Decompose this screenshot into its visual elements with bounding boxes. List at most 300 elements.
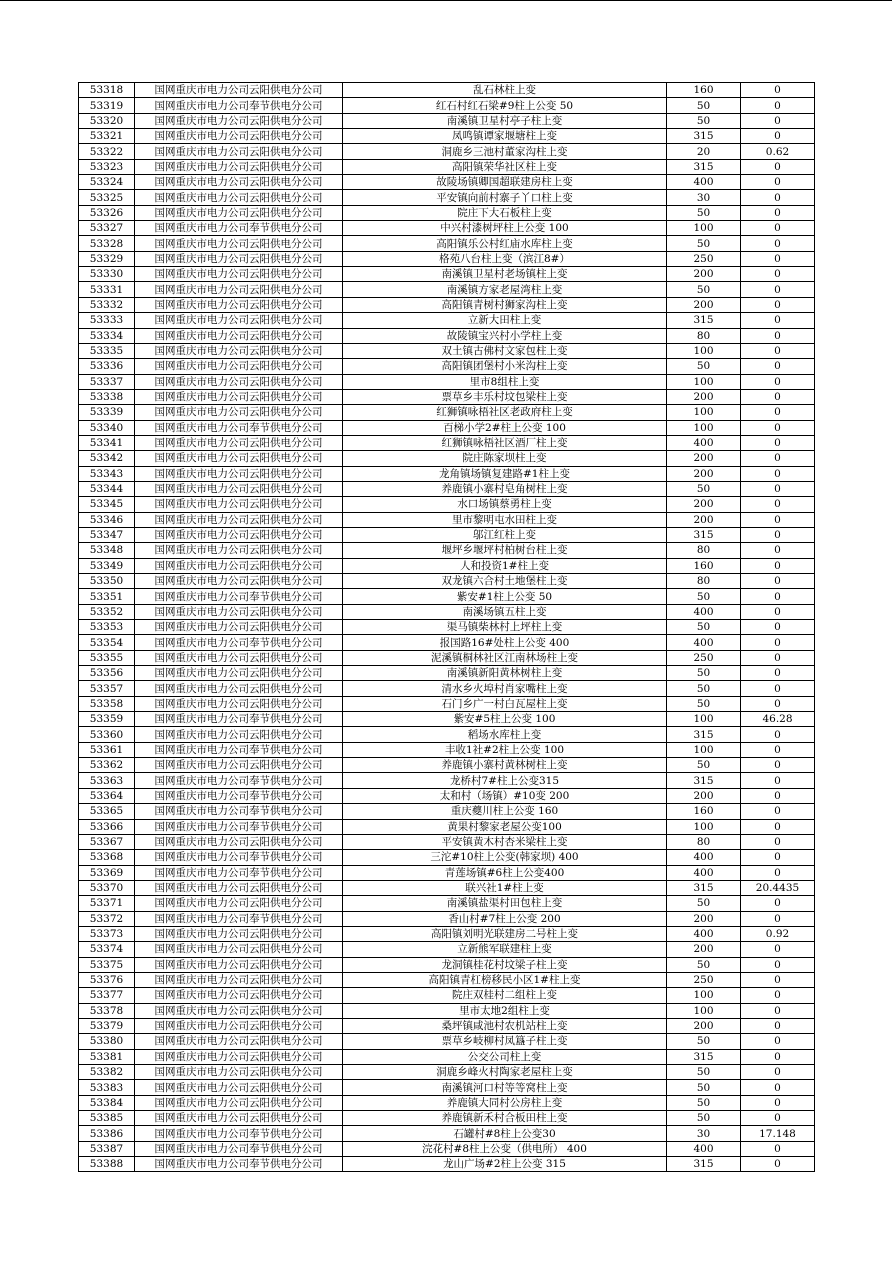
capacity-cell: 250 <box>667 972 741 987</box>
value-cell: 0 <box>741 159 815 174</box>
capacity-cell: 100 <box>667 1003 741 1018</box>
table-row <box>79 589 815 604</box>
transformer-table <box>78 82 815 1172</box>
transformer-name-cell: 里市太地2组柱上变 <box>343 1003 667 1018</box>
company-cell: 国网重庆市电力公司奉节供电分公司 <box>135 1141 343 1156</box>
table-row <box>79 850 815 865</box>
row-id-cell: 53329 <box>79 251 135 266</box>
transformer-name-cell: 院庄下大石板柱上变 <box>343 205 667 220</box>
transformer-name-cell: 桑坪镇咸池村农机站柱上变 <box>343 1018 667 1033</box>
table-row <box>79 635 815 650</box>
capacity-cell: 50 <box>667 1034 741 1049</box>
company-cell: 国网重庆市电力公司云阳供电分公司 <box>135 543 343 558</box>
row-id-cell: 53345 <box>79 497 135 512</box>
capacity-cell: 50 <box>667 282 741 297</box>
value-cell: 0 <box>741 650 815 665</box>
row-id-cell: 53360 <box>79 727 135 742</box>
company-cell: 国网重庆市电力公司云阳供电分公司 <box>135 1003 343 1018</box>
table-row <box>79 313 815 328</box>
value-cell: 0 <box>741 435 815 450</box>
table-row <box>79 420 815 435</box>
value-cell: 17.148 <box>741 1126 815 1141</box>
value-cell: 0 <box>741 742 815 757</box>
transformer-name-cell: 高阳镇刘明光联建房二号柱上变 <box>343 926 667 941</box>
value-cell: 0.62 <box>741 144 815 159</box>
capacity-cell: 315 <box>667 313 741 328</box>
row-id-cell: 53340 <box>79 420 135 435</box>
value-cell: 0 <box>741 804 815 819</box>
table-row <box>79 221 815 236</box>
company-cell: 国网重庆市电力公司云阳供电分公司 <box>135 880 343 895</box>
transformer-name-cell: 高阳镇青树村狮家沟柱上变 <box>343 297 667 312</box>
row-id-cell: 53362 <box>79 758 135 773</box>
company-cell: 国网重庆市电力公司奉节供电分公司 <box>135 819 343 834</box>
transformer-name-cell: 乱石林柱上变 <box>343 83 667 98</box>
company-cell: 国网重庆市电力公司奉节供电分公司 <box>135 1126 343 1141</box>
capacity-cell: 250 <box>667 251 741 266</box>
value-cell: 0 <box>741 98 815 113</box>
capacity-cell: 50 <box>667 481 741 496</box>
transformer-name-cell: 龙角镇场镇复建路#1柱上变 <box>343 466 667 481</box>
company-cell: 国网重庆市电力公司云阳供电分公司 <box>135 834 343 849</box>
capacity-cell: 400 <box>667 635 741 650</box>
table-row <box>79 1065 815 1080</box>
company-cell: 国网重庆市电力公司云阳供电分公司 <box>135 129 343 144</box>
capacity-cell: 315 <box>667 773 741 788</box>
transformer-name-cell: 龙山广场#2柱上公变 315 <box>343 1157 667 1172</box>
table-row <box>79 788 815 803</box>
page-top-rule <box>0 0 892 1</box>
value-cell: 0 <box>741 512 815 527</box>
row-id-cell: 53330 <box>79 267 135 282</box>
value-cell: 0 <box>741 497 815 512</box>
company-cell: 国网重庆市电力公司云阳供电分公司 <box>135 175 343 190</box>
value-cell: 0 <box>741 221 815 236</box>
row-id-cell: 53371 <box>79 896 135 911</box>
company-cell: 国网重庆市电力公司云阳供电分公司 <box>135 343 343 358</box>
row-id-cell: 53348 <box>79 543 135 558</box>
company-cell: 国网重庆市电力公司云阳供电分公司 <box>135 267 343 282</box>
table-row <box>79 481 815 496</box>
company-cell: 国网重庆市电力公司云阳供电分公司 <box>135 1018 343 1033</box>
company-cell: 国网重庆市电力公司云阳供电分公司 <box>135 205 343 220</box>
transformer-name-cell: 中兴村漆树坪柱上公变 100 <box>343 221 667 236</box>
transformer-name-cell: 养鹿镇小寨村皂角树柱上变 <box>343 481 667 496</box>
value-cell: 0 <box>741 942 815 957</box>
company-cell: 国网重庆市电力公司云阳供电分公司 <box>135 297 343 312</box>
table-body <box>79 83 815 1172</box>
value-cell: 0 <box>741 727 815 742</box>
row-id-cell: 53367 <box>79 834 135 849</box>
value-cell: 0 <box>741 1034 815 1049</box>
table-row <box>79 389 815 404</box>
table-row <box>79 727 815 742</box>
row-id-cell: 53385 <box>79 1111 135 1126</box>
transformer-name-cell: 南溪镇新阳黄林树柱上变 <box>343 666 667 681</box>
company-cell: 国网重庆市电力公司云阳供电分公司 <box>135 451 343 466</box>
transformer-name-cell: 洞鹿乡峰火村陶家老屋柱上变 <box>343 1065 667 1080</box>
row-id-cell: 53380 <box>79 1034 135 1049</box>
capacity-cell: 315 <box>667 880 741 895</box>
transformer-name-cell: 院庄陈家坝柱上变 <box>343 451 667 466</box>
row-id-cell: 53358 <box>79 696 135 711</box>
table-row <box>79 527 815 542</box>
company-cell: 国网重庆市电力公司奉节供电分公司 <box>135 850 343 865</box>
capacity-cell: 50 <box>667 957 741 972</box>
row-id-cell: 53370 <box>79 880 135 895</box>
table-row <box>79 558 815 573</box>
capacity-cell: 400 <box>667 865 741 880</box>
transformer-name-cell: 高阳镇青杠榜移民小区1#柱上变 <box>343 972 667 987</box>
capacity-cell: 400 <box>667 926 741 941</box>
transformer-name-cell: 凤鸣镇谭家堰塘柱上变 <box>343 129 667 144</box>
capacity-cell: 80 <box>667 834 741 849</box>
capacity-cell: 100 <box>667 742 741 757</box>
row-id-cell: 53318 <box>79 83 135 98</box>
transformer-name-cell: 票草乡岐柳村凤簋子柱上变 <box>343 1034 667 1049</box>
table-row <box>79 696 815 711</box>
company-cell: 国网重庆市电力公司云阳供电分公司 <box>135 972 343 987</box>
table-row <box>79 712 815 727</box>
capacity-cell: 200 <box>667 297 741 312</box>
transformer-name-cell: 格苑八台柱上变（滨江8#） <box>343 251 667 266</box>
capacity-cell: 50 <box>667 1080 741 1095</box>
capacity-cell: 50 <box>667 620 741 635</box>
transformer-name-cell: 南溪镇盐渠村田包柱上变 <box>343 896 667 911</box>
value-cell: 0 <box>741 604 815 619</box>
capacity-cell: 160 <box>667 83 741 98</box>
table-row <box>79 374 815 389</box>
row-id-cell: 53388 <box>79 1157 135 1172</box>
value-cell: 0 <box>741 819 815 834</box>
transformer-name-cell: 三沱#10柱上公变(韩家坝) 400 <box>343 850 667 865</box>
row-id-cell: 53337 <box>79 374 135 389</box>
row-id-cell: 53338 <box>79 389 135 404</box>
value-cell: 0 <box>741 1095 815 1110</box>
capacity-cell: 315 <box>667 1157 741 1172</box>
transformer-name-cell: 渠马镇柴林村上坪柱上变 <box>343 620 667 635</box>
value-cell: 0 <box>741 620 815 635</box>
row-id-cell: 53383 <box>79 1080 135 1095</box>
value-cell: 0 <box>741 574 815 589</box>
table-row <box>79 911 815 926</box>
table-row <box>79 972 815 987</box>
transformer-name-cell: 南溪镇河口村等等窝柱上变 <box>343 1080 667 1095</box>
company-cell: 国网重庆市电力公司云阳供电分公司 <box>135 497 343 512</box>
capacity-cell: 50 <box>667 1111 741 1126</box>
value-cell: 0 <box>741 236 815 251</box>
capacity-cell: 100 <box>667 221 741 236</box>
table-row <box>79 880 815 895</box>
transformer-name-cell: 故陵场镇卿国超联建房柱上变 <box>343 175 667 190</box>
capacity-cell: 50 <box>667 681 741 696</box>
company-cell: 国网重庆市电力公司云阳供电分公司 <box>135 389 343 404</box>
table-row <box>79 328 815 343</box>
capacity-cell: 200 <box>667 497 741 512</box>
value-cell: 0 <box>741 190 815 205</box>
company-cell: 国网重庆市电力公司奉节供电分公司 <box>135 420 343 435</box>
capacity-cell: 315 <box>667 129 741 144</box>
transformer-name-cell: 双土镇古佛村文家包柱上变 <box>343 343 667 358</box>
capacity-cell: 315 <box>667 159 741 174</box>
transformer-name-cell: 龙桥村7#柱上公变315 <box>343 773 667 788</box>
row-id-cell: 53342 <box>79 451 135 466</box>
row-id-cell: 53319 <box>79 98 135 113</box>
table-row <box>79 251 815 266</box>
table-row <box>79 742 815 757</box>
transformer-name-cell: 院庄双桂村二组柱上变 <box>343 988 667 1003</box>
company-cell: 国网重庆市电力公司云阳供电分公司 <box>135 957 343 972</box>
row-id-cell: 53376 <box>79 972 135 987</box>
company-cell: 国网重庆市电力公司云阳供电分公司 <box>135 313 343 328</box>
table-row <box>79 1080 815 1095</box>
table-row <box>79 175 815 190</box>
value-cell: 0 <box>741 896 815 911</box>
table-row <box>79 267 815 282</box>
company-cell: 国网重庆市电力公司云阳供电分公司 <box>135 1095 343 1110</box>
table-row <box>79 497 815 512</box>
row-id-cell: 53323 <box>79 159 135 174</box>
transformer-name-cell: 报国路16#处柱上公变 400 <box>343 635 667 650</box>
capacity-cell: 80 <box>667 543 741 558</box>
capacity-cell: 30 <box>667 190 741 205</box>
row-id-cell: 53339 <box>79 405 135 420</box>
capacity-cell: 160 <box>667 558 741 573</box>
company-cell: 国网重庆市电力公司奉节供电分公司 <box>135 804 343 819</box>
company-cell: 国网重庆市电力公司云阳供电分公司 <box>135 512 343 527</box>
company-cell: 国网重庆市电力公司云阳供电分公司 <box>135 988 343 1003</box>
company-cell: 国网重庆市电力公司云阳供电分公司 <box>135 282 343 297</box>
table-row <box>79 604 815 619</box>
transformer-name-cell: 里市黎明屯水田柱上变 <box>343 512 667 527</box>
row-id-cell: 53357 <box>79 681 135 696</box>
table-row <box>79 758 815 773</box>
company-cell: 国网重庆市电力公司云阳供电分公司 <box>135 1049 343 1064</box>
value-cell: 0 <box>741 1065 815 1080</box>
value-cell: 0 <box>741 343 815 358</box>
capacity-cell: 200 <box>667 512 741 527</box>
row-id-cell: 53320 <box>79 113 135 128</box>
transformer-name-cell: 里市8组柱上变 <box>343 374 667 389</box>
table-row <box>79 650 815 665</box>
transformer-name-cell: 红狮镇咏梧社区老政府柱上变 <box>343 405 667 420</box>
company-cell: 国网重庆市电力公司云阳供电分公司 <box>135 251 343 266</box>
value-cell: 0 <box>741 328 815 343</box>
value-cell: 0 <box>741 205 815 220</box>
table-row <box>79 1095 815 1110</box>
table-row <box>79 926 815 941</box>
company-cell: 国网重庆市电力公司云阳供电分公司 <box>135 604 343 619</box>
table-row <box>79 773 815 788</box>
transformer-name-cell: 高阳镇荣华社区柱上变 <box>343 159 667 174</box>
transformer-name-cell: 南溪镇卫星村老场镇柱上变 <box>343 267 667 282</box>
value-cell: 0 <box>741 282 815 297</box>
table-row <box>79 574 815 589</box>
company-cell: 国网重庆市电力公司云阳供电分公司 <box>135 113 343 128</box>
transformer-name-cell: 故陵镇宝兴村小学柱上变 <box>343 328 667 343</box>
table-row <box>79 98 815 113</box>
value-cell: 0 <box>741 696 815 711</box>
row-id-cell: 53327 <box>79 221 135 236</box>
row-id-cell: 53332 <box>79 297 135 312</box>
transformer-name-cell: 红石村红石梁#9柱上公变 50 <box>343 98 667 113</box>
value-cell: 0 <box>741 681 815 696</box>
capacity-cell: 400 <box>667 850 741 865</box>
capacity-cell: 50 <box>667 1095 741 1110</box>
company-cell: 国网重庆市电力公司云阳供电分公司 <box>135 359 343 374</box>
row-id-cell: 53326 <box>79 205 135 220</box>
value-cell: 0 <box>741 1018 815 1033</box>
table-row <box>79 988 815 1003</box>
row-id-cell: 53387 <box>79 1141 135 1156</box>
table-row <box>79 282 815 297</box>
transformer-name-cell: 联兴社1#柱上变 <box>343 880 667 895</box>
capacity-cell: 100 <box>667 374 741 389</box>
transformer-name-cell: 养鹿镇小寨村黄林树柱上变 <box>343 758 667 773</box>
capacity-cell: 50 <box>667 696 741 711</box>
value-cell: 0 <box>741 635 815 650</box>
value-cell: 0 <box>741 83 815 98</box>
table-row <box>79 666 815 681</box>
transformer-name-cell: 香山村#7柱上公变 200 <box>343 911 667 926</box>
table-row <box>79 466 815 481</box>
value-cell: 0 <box>741 788 815 803</box>
row-id-cell: 53325 <box>79 190 135 205</box>
transformer-name-cell: 百梯小学2#柱上公变 100 <box>343 420 667 435</box>
value-cell: 0 <box>741 405 815 420</box>
company-cell: 国网重庆市电力公司云阳供电分公司 <box>135 328 343 343</box>
transformer-name-cell: 南溪镇卫星村亭子柱上变 <box>343 113 667 128</box>
row-id-cell: 53373 <box>79 926 135 941</box>
capacity-cell: 315 <box>667 727 741 742</box>
value-cell: 0 <box>741 773 815 788</box>
capacity-cell: 50 <box>667 236 741 251</box>
capacity-cell: 50 <box>667 896 741 911</box>
capacity-cell: 200 <box>667 942 741 957</box>
row-id-cell: 53374 <box>79 942 135 957</box>
capacity-cell: 50 <box>667 1065 741 1080</box>
row-id-cell: 53361 <box>79 742 135 757</box>
value-cell: 0 <box>741 359 815 374</box>
table-row <box>79 451 815 466</box>
value-cell: 0 <box>741 1003 815 1018</box>
company-cell: 国网重庆市电力公司云阳供电分公司 <box>135 727 343 742</box>
capacity-cell: 200 <box>667 389 741 404</box>
table-row <box>79 1034 815 1049</box>
transformer-name-cell: 泥溪镇桐林社区江南林场柱上变 <box>343 650 667 665</box>
value-cell: 0 <box>741 850 815 865</box>
value-cell: 0 <box>741 1157 815 1172</box>
table-row <box>79 834 815 849</box>
table-row <box>79 405 815 420</box>
transformer-name-cell: 邬江红柱上变 <box>343 527 667 542</box>
table-row <box>79 297 815 312</box>
table-row <box>79 957 815 972</box>
capacity-cell: 100 <box>667 405 741 420</box>
company-cell: 国网重庆市电力公司云阳供电分公司 <box>135 558 343 573</box>
capacity-cell: 250 <box>667 650 741 665</box>
company-cell: 国网重庆市电力公司云阳供电分公司 <box>135 620 343 635</box>
company-cell: 国网重庆市电力公司云阳供电分公司 <box>135 527 343 542</box>
row-id-cell: 53356 <box>79 666 135 681</box>
company-cell: 国网重庆市电力公司云阳供电分公司 <box>135 942 343 957</box>
table-row <box>79 144 815 159</box>
table-row <box>79 620 815 635</box>
capacity-cell: 50 <box>667 589 741 604</box>
capacity-cell: 400 <box>667 175 741 190</box>
company-cell: 国网重庆市电力公司云阳供电分公司 <box>135 435 343 450</box>
row-id-cell: 53364 <box>79 788 135 803</box>
row-id-cell: 53375 <box>79 957 135 972</box>
row-id-cell: 53328 <box>79 236 135 251</box>
value-cell: 0 <box>741 527 815 542</box>
capacity-cell: 50 <box>667 666 741 681</box>
value-cell: 0 <box>741 1049 815 1064</box>
row-id-cell: 53350 <box>79 574 135 589</box>
company-cell: 国网重庆市电力公司云阳供电分公司 <box>135 896 343 911</box>
value-cell: 0 <box>741 1141 815 1156</box>
table-row <box>79 1141 815 1156</box>
row-id-cell: 53324 <box>79 175 135 190</box>
capacity-cell: 50 <box>667 205 741 220</box>
company-cell: 国网重庆市电力公司奉节供电分公司 <box>135 98 343 113</box>
table-row <box>79 83 815 98</box>
table-row <box>79 1049 815 1064</box>
transformer-name-cell: 平安镇黄木村杏米梁柱上变 <box>343 834 667 849</box>
table-row <box>79 343 815 358</box>
value-cell: 0 <box>741 1111 815 1126</box>
capacity-cell: 80 <box>667 574 741 589</box>
table-row <box>79 804 815 819</box>
company-cell: 国网重庆市电力公司云阳供电分公司 <box>135 144 343 159</box>
company-cell: 国网重庆市电力公司奉节供电分公司 <box>135 221 343 236</box>
company-cell: 国网重庆市电力公司云阳供电分公司 <box>135 374 343 389</box>
value-cell: 0.92 <box>741 926 815 941</box>
company-cell: 国网重庆市电力公司云阳供电分公司 <box>135 1080 343 1095</box>
value-cell: 0 <box>741 758 815 773</box>
value-cell: 0 <box>741 865 815 880</box>
row-id-cell: 53379 <box>79 1018 135 1033</box>
value-cell: 46.28 <box>741 712 815 727</box>
transformer-name-cell: 重庆夔川柱上公变 160 <box>343 804 667 819</box>
row-id-cell: 53353 <box>79 620 135 635</box>
capacity-cell: 315 <box>667 1049 741 1064</box>
row-id-cell: 53386 <box>79 1126 135 1141</box>
value-cell: 0 <box>741 988 815 1003</box>
company-cell: 国网重庆市电力公司云阳供电分公司 <box>135 574 343 589</box>
row-id-cell: 53343 <box>79 466 135 481</box>
table-row <box>79 896 815 911</box>
value-cell: 0 <box>741 972 815 987</box>
row-id-cell: 53333 <box>79 313 135 328</box>
transformer-name-cell: 立新大田柱上变 <box>343 313 667 328</box>
company-cell: 国网重庆市电力公司奉节供电分公司 <box>135 589 343 604</box>
row-id-cell: 53352 <box>79 604 135 619</box>
transformer-name-cell: 高阳镇团堡村小米沟柱上变 <box>343 359 667 374</box>
capacity-cell: 50 <box>667 758 741 773</box>
company-cell: 国网重庆市电力公司云阳供电分公司 <box>135 650 343 665</box>
transformer-name-cell: 龙洞镇桂花村坟梁子柱上变 <box>343 957 667 972</box>
value-cell: 0 <box>741 420 815 435</box>
transformer-name-cell: 红狮镇咏梧社区酒厂柱上变 <box>343 435 667 450</box>
company-cell: 国网重庆市电力公司奉节供电分公司 <box>135 773 343 788</box>
value-cell: 0 <box>741 666 815 681</box>
row-id-cell: 53351 <box>79 589 135 604</box>
table-row <box>79 205 815 220</box>
row-id-cell: 53369 <box>79 865 135 880</box>
capacity-cell: 200 <box>667 788 741 803</box>
capacity-cell: 400 <box>667 1141 741 1156</box>
